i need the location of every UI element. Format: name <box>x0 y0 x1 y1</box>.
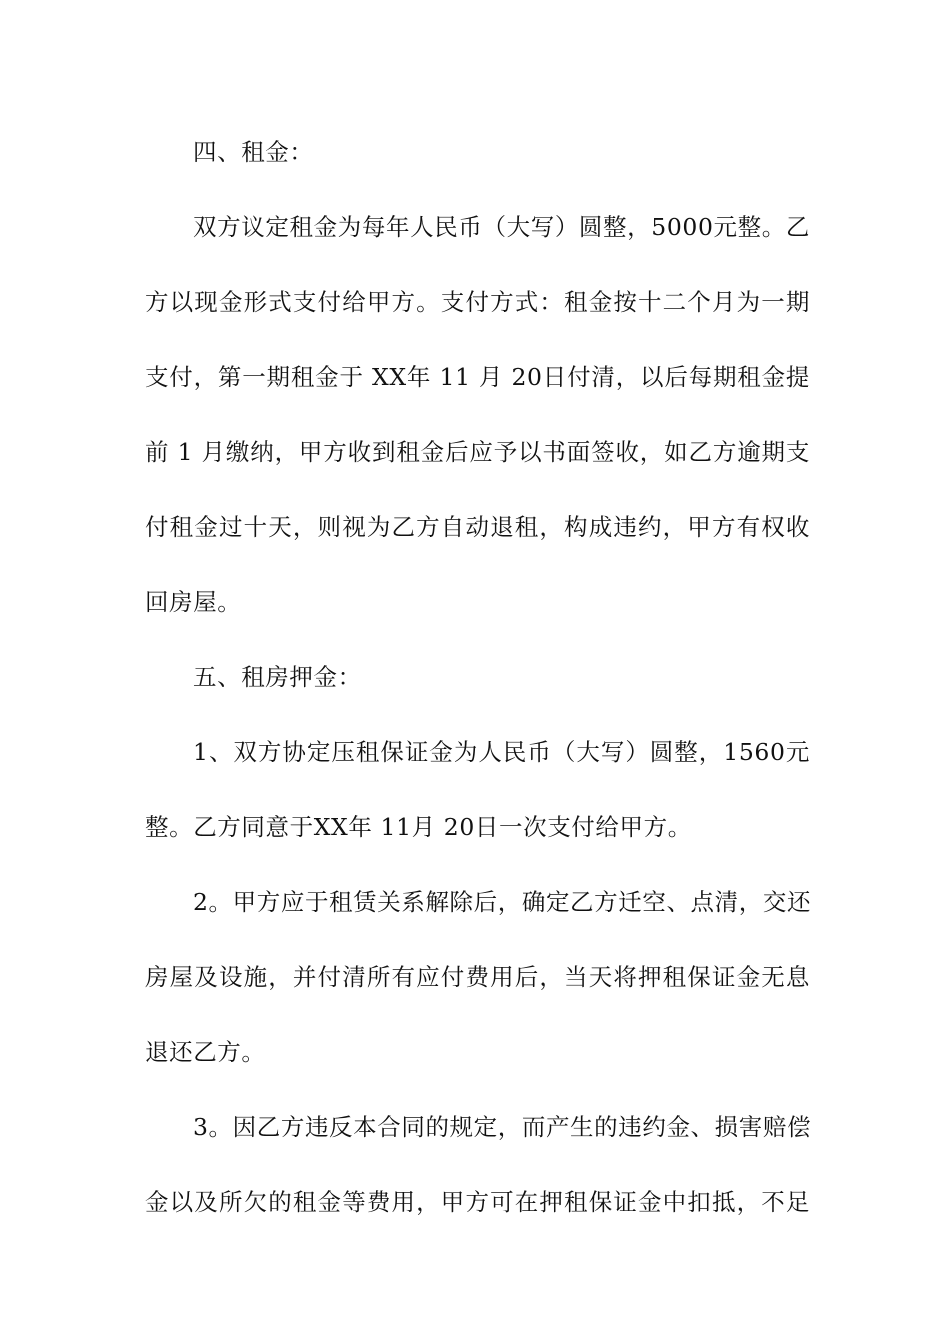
paragraph-line: 1、双方协定压租保证金为人民币（大写）圆整，1560元 <box>193 738 810 766</box>
paragraph-line: 回房屋。 <box>145 588 242 616</box>
section-heading-deposit: 五、租房押金： <box>193 663 362 691</box>
paragraph-line: 金以及所欠的租金等费用，甲方可在押租保证金中扣抵，不足 <box>145 1188 810 1216</box>
paragraph-line: 双方议定租金为每年人民币（大写）圆整，5000元整。乙 <box>193 213 810 241</box>
paragraph-line: 房屋及设施，并付清所有应付费用后，当天将押租保证金无息 <box>145 963 810 991</box>
paragraph-line: 3。因乙方违反本合同的规定，而产生的违约金、损害赔偿 <box>193 1113 812 1141</box>
paragraph-line: 退还乙方。 <box>145 1038 266 1066</box>
paragraph-line: 2。甲方应于租赁关系解除后，确定乙方迁空、点清，交还 <box>193 888 812 916</box>
paragraph-line: 付租金过十天，则视为乙方自动退租，构成违约，甲方有权收 <box>145 513 810 541</box>
paragraph-line: 整。乙方同意于XX年 11月 20日一次支付给甲方。 <box>145 813 692 841</box>
paragraph-line: 前 1 月缴纳，甲方收到租金后应予以书面签收，如乙方逾期支 <box>145 438 810 466</box>
section-heading-rent: 四、租金： <box>193 138 314 166</box>
paragraph-line: 方以现金形式支付给甲方。支付方式：租金按十二个月为一期 <box>145 288 810 316</box>
paragraph-line: 支付，第一期租金于 XX年 11 月 20日付清，以后每期租金提 <box>145 363 810 391</box>
